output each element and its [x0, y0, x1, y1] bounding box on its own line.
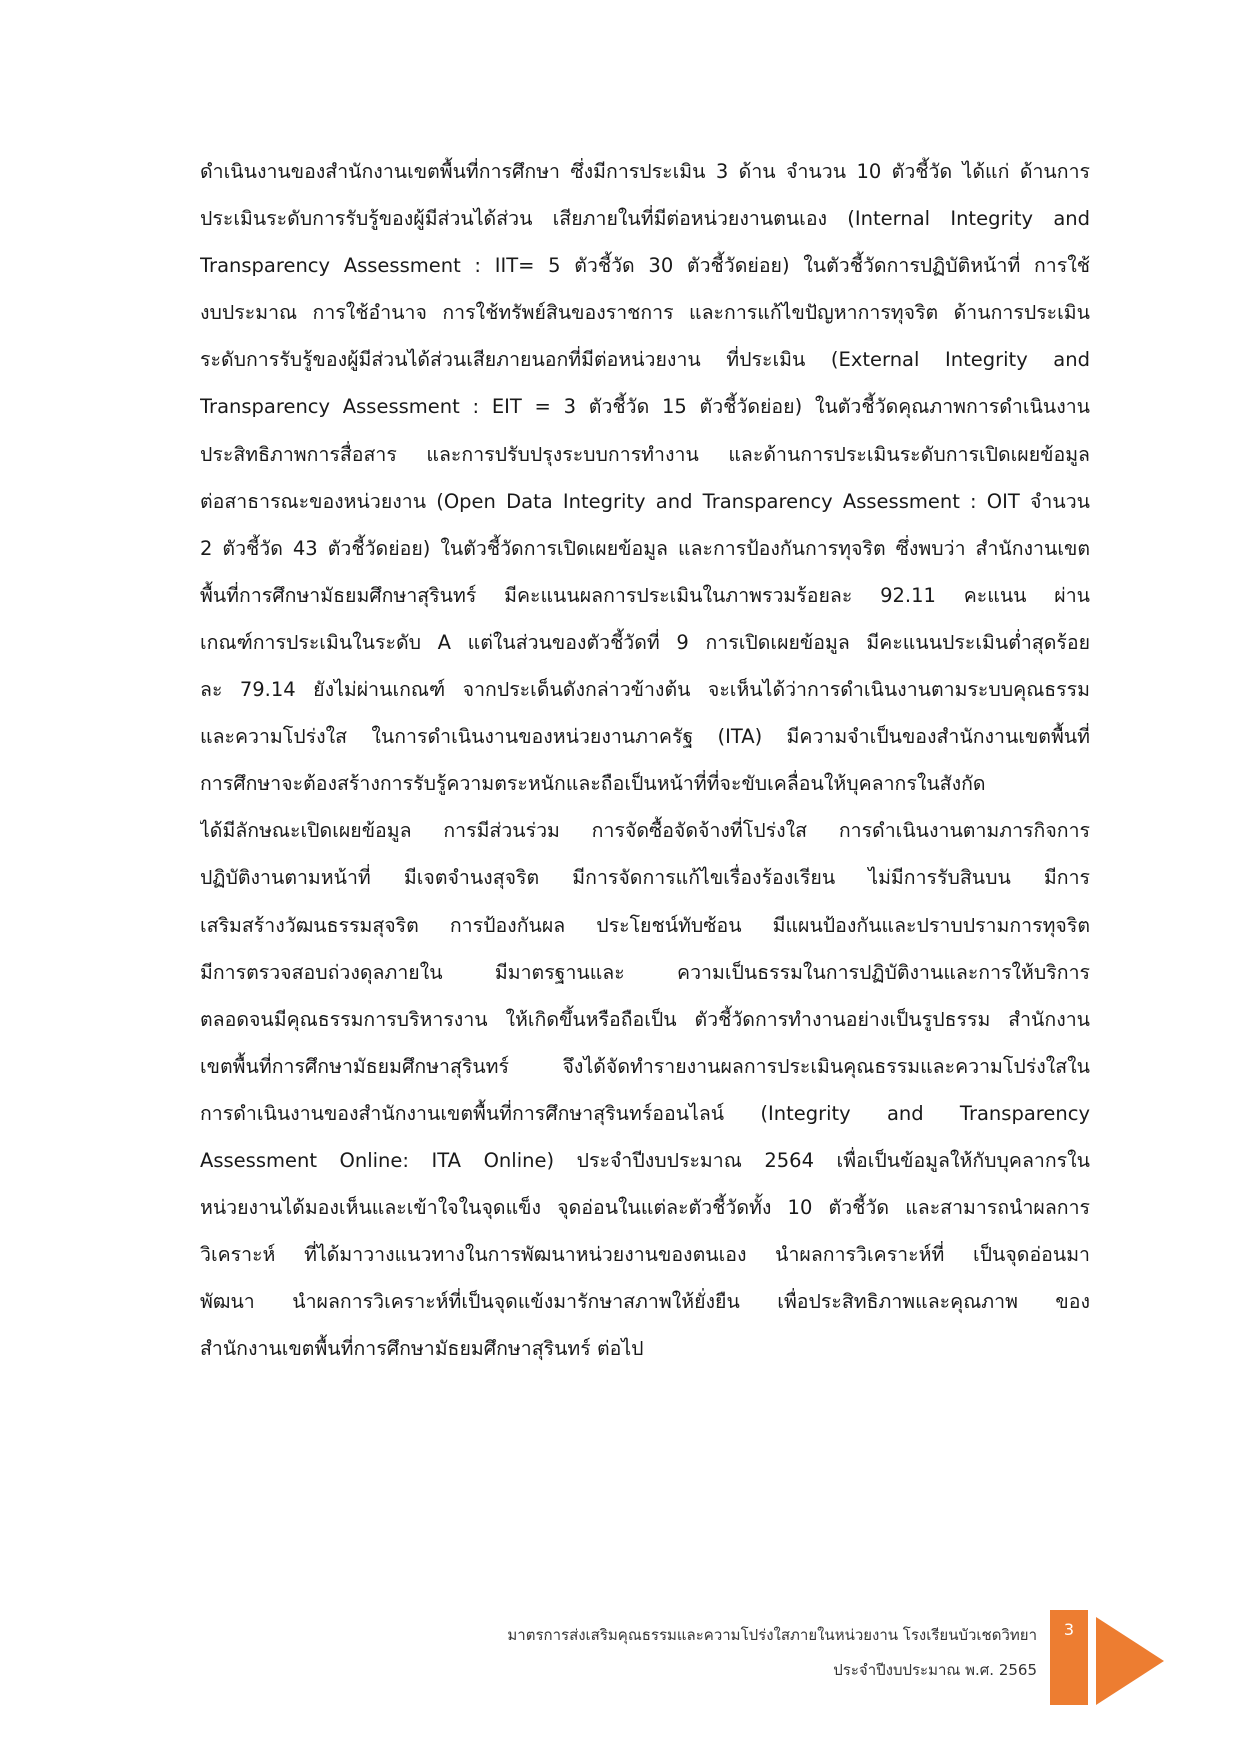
- paragraph-line: ประเมินระดับการรับรู้ของผู้มีส่วนได้ส่วน เสียภายในที่มีต่อหน่วยงานตนเอง (Internal Integrity and: [200, 207, 1090, 231]
- paragraph-line: และความโปร่งใส ในการดำเนินงานของหน่วยงานภาครัฐ (ITA) มีความจำเป็นของสำนักงานเขตพื้นที่: [200, 725, 1090, 749]
- paragraph-line: เขตพื้นที่การศึกษามัธยมศึกษาสุรินทร์ จึงได้จัดทำรายงานผลการประเมินคุณธรรมและความโปร่งใสใน: [200, 1054, 1090, 1078]
- paragraph-line: สำนักงานเขตพื้นที่การศึกษามัธยมศึกษาสุรินทร์ ต่อไป: [200, 1337, 644, 1361]
- paragraph-line: พื้นที่การศึกษามัธยมศึกษาสุรินทร์ มีคะแนนผลการประเมินในภาพรวมร้อยละ 92.11 คะแนน ผ่าน: [200, 583, 1090, 607]
- page-footer: [337, 1618, 1037, 1688]
- paragraph-line: ต่อสาธารณะของหน่วยงาน (Open Data Integrity and Transparency Assessment : OIT จำนวน: [200, 489, 1090, 513]
- paragraph-line: ละ 79.14 ยังไม่ผ่านเกณฑ์ จากประเด็นดังกล่าวข้างต้น จะเห็นได้ว่าการดำเนินงานตามระบบคุณธรรม: [200, 678, 1090, 702]
- page-number-badge: [1050, 1610, 1088, 1705]
- paragraph-line: Transparency Assessment : EIT = 3 ตัวชี้วัด 15 ตัวชี้วัดย่อย) ในตัวชี้วัดคุณภาพการดำเนินงาน: [200, 395, 1090, 419]
- paragraph-line: การดำเนินงานของสำนักงานเขตพื้นที่การศึกษาสุรินทร์ออนไลน์ (Integrity and Transparency: [200, 1101, 1090, 1125]
- paragraph-line: ระดับการรับรู้ของผู้มีส่วนได้ส่วนเสียภายนอกที่มีต่อหน่วยงาน ที่ประเมิน (External Integrity and: [200, 348, 1090, 372]
- paragraph-line: 2 ตัวชี้วัด 43 ตัวชี้วัดย่อย) ในตัวชี้วัดการเปิดเผยข้อมูล และการป้องกันการทุจริต ซึ่งพบว่า สำนักงานเขต: [200, 536, 1090, 560]
- paragraph-line: ดำเนินงานของสำนักงานเขตพื้นที่การศึกษา ซึ่งมีการประเมิน 3 ด้าน จำนวน 10 ตัวชี้วัด ได้แก่ ด้านการ: [200, 160, 1090, 183]
- page-number: 3: [1063, 1620, 1075, 1639]
- paragraph-line: ปฏิบัติงานตามหน้าที่ มีเจตจำนงสุจริต มีการจัดการแก้ไขเรื่องร้องเรียน ไม่มีการรับสินบน มีการ: [200, 866, 1090, 890]
- paragraph-line: Transparency Assessment : IIT= 5 ตัวชี้วัด 30 ตัวชี้วัดย่อย) ในตัวชี้วัดการปฏิบัติหน้าที่ การใช้: [200, 254, 1090, 278]
- paragraph-line: เสริมสร้างวัฒนธรรมสุจริต การป้องกันผล ประโยชน์ทับซ้อน มีแผนป้องกันและปราบปรามการทุจริต: [200, 913, 1090, 937]
- paragraph-line: หน่วยงานได้มองเห็นและเข้าใจในจุดแข็ง จุดอ่อนในแต่ละตัวชี้วัดทั้ง 10 ตัวชี้วัด และสามารถนำผลการ: [200, 1196, 1090, 1220]
- footer-title: มาตรการส่งเสริมคุณธรรมและความโปร่งใสภายในหน่วยงาน โรงเรียนบัวเชดวิทยา: [507, 1626, 1037, 1644]
- paragraph-line: การศึกษาจะต้องสร้างการรับรู้ความตระหนักและถือเป็นหน้าที่ที่จะขับเคลื่อนให้บุคลากรในสังกัด: [200, 772, 986, 796]
- paragraph-line: ประสิทธิภาพการสื่อสาร และการปรับปรุงระบบการทำงาน และด้านการประเมินระดับการเปิดเผยข้อมูล: [200, 442, 1090, 466]
- paragraph-line: ได้มีลักษณะเปิดเผยข้อมูล การมีส่วนร่วม การจัดซื้อจัดจ้างที่โปร่งใส การดำเนินงานตามภารกิจการ: [200, 819, 1090, 843]
- paragraph-line: Assessment Online: ITA Online) ประจำปีงบประมาณ 2564 เพื่อเป็นข้อมูลให้กับบุคลากรใน: [200, 1148, 1090, 1172]
- body-paragraph: [200, 148, 1090, 1372]
- paragraph-line: งบประมาณ การใช้อำนาจ การใช้ทรัพย์สินของราชการ และการแก้ไขปัญหาการทุจริต ด้านการประเมิน: [200, 301, 1090, 325]
- paragraph-line: เกณฑ์การประเมินในระดับ A แต่ในส่วนของตัวชี้วัดที่ 9 การเปิดเผยข้อมูล มีคะแนนประเมินต่ำสุดร้อย: [200, 630, 1090, 654]
- footer-fiscal-year: ประจำปีงบประมาณ พ.ศ. 2565: [833, 1661, 1037, 1679]
- arrow-right-icon: [1096, 1617, 1164, 1705]
- paragraph-line: มีการตรวจสอบถ่วงดุลภายใน มีมาตรฐานและ ความเป็นธรรมในการปฏิบัติงานและการให้บริการ: [200, 960, 1090, 984]
- paragraph-line: วิเคราะห์ ที่ได้มาวางแนวทางในการพัฒนาหน่วยงานของตนเอง นำผลการวิเคราะห์ที่ เป็นจุดอ่อนมา: [200, 1243, 1090, 1267]
- paragraph-line: ตลอดจนมีคุณธรรมการบริหารงาน ให้เกิดขึ้นหรือถือเป็น ตัวชี้วัดการทำงานอย่างเป็นรูปธรรม สำนักงาน: [200, 1007, 1090, 1031]
- paragraph-line: พัฒนา นำผลการวิเคราะห์ที่เป็นจุดแข้งมารักษาสภาพให้ยั่งยืน เพื่อประสิทธิภาพและคุณภาพ ของ: [200, 1290, 1090, 1314]
